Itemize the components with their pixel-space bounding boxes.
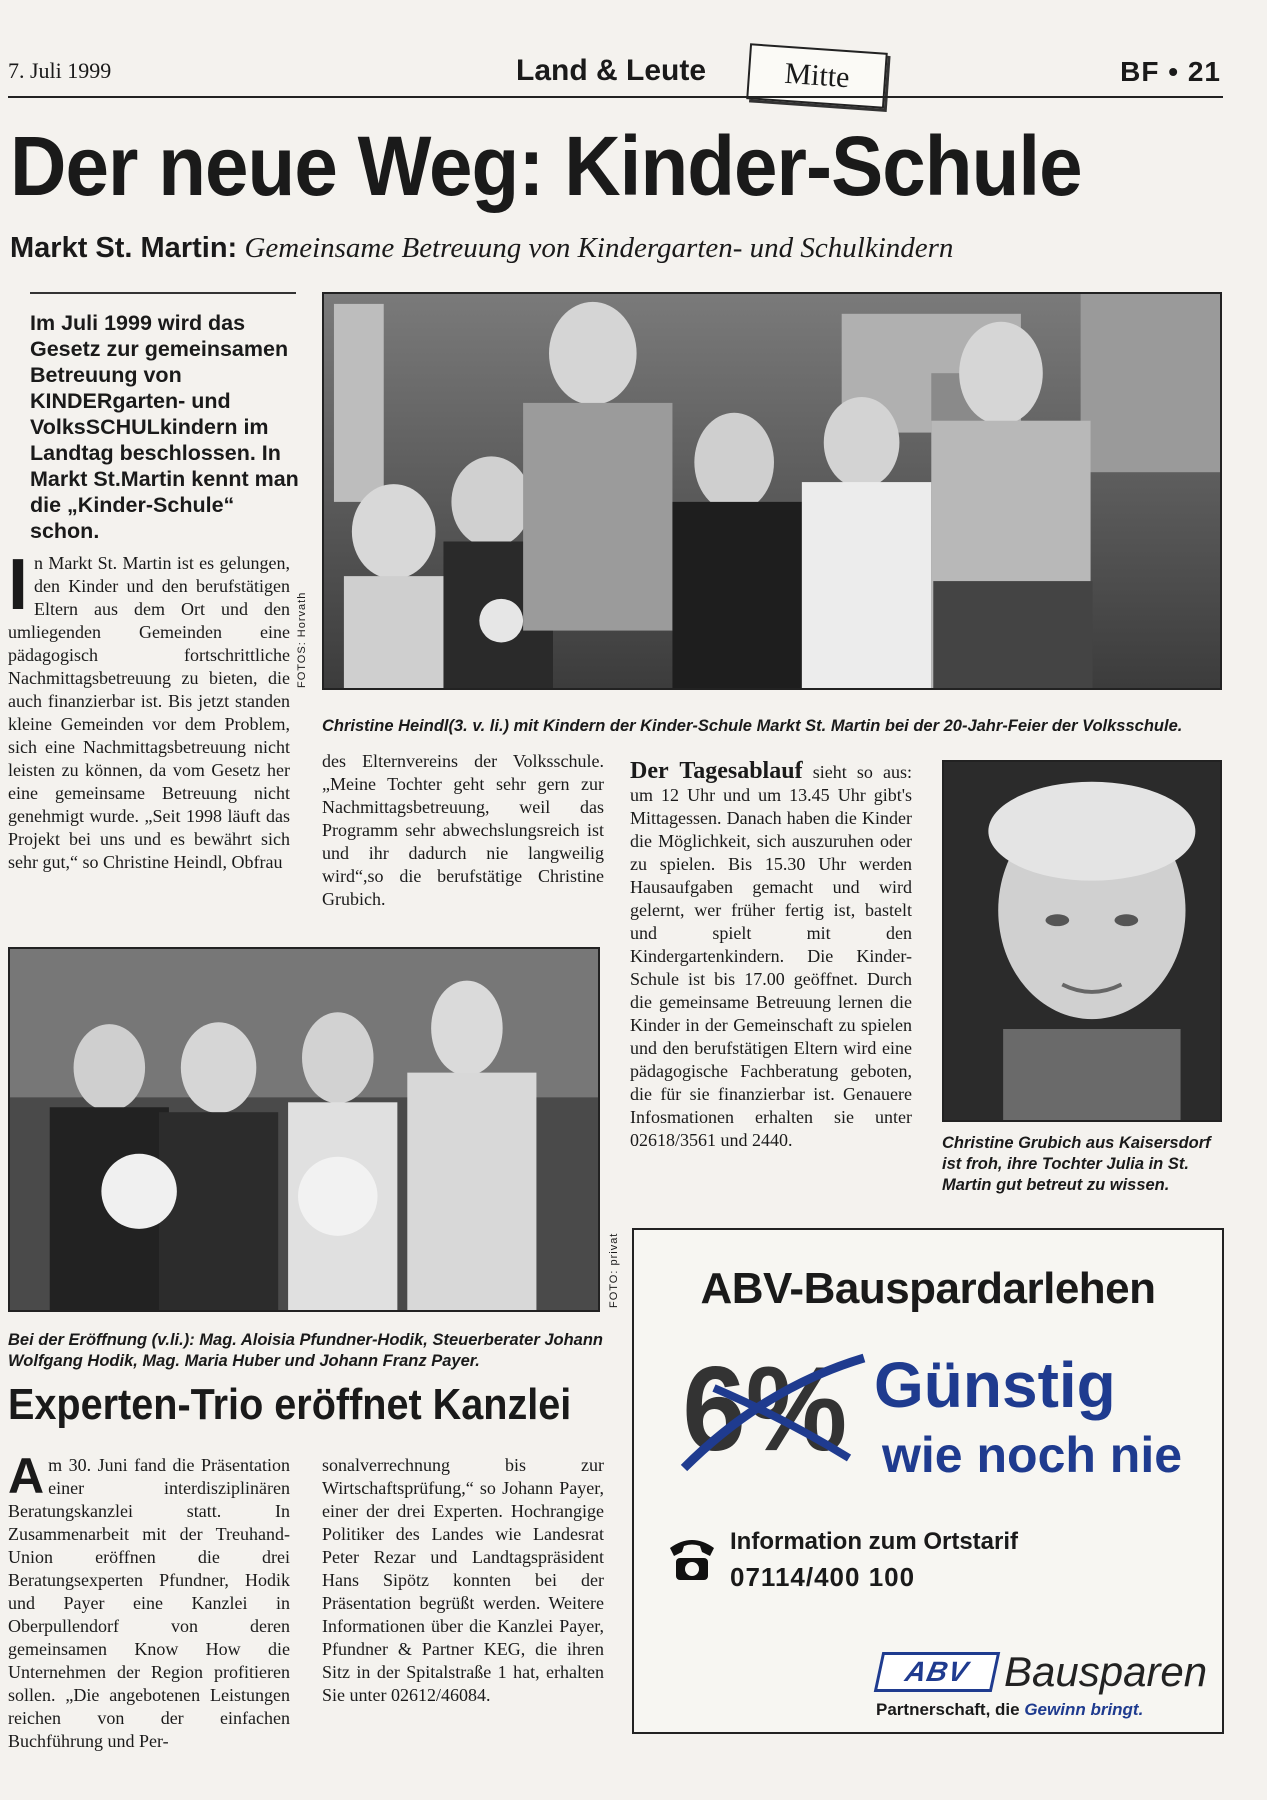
photo-credit-2: FOTO: privat [608, 1232, 620, 1308]
article1-column1 [8, 545, 290, 874]
group-photo-caption: Christine Heindl(3. v. li.) mit Kindern der Kinder-Schule Markt St. Martin bei der 20-Jahr-Feier der Volksschule. [322, 717, 1183, 735]
region-stamp: Mitte [746, 43, 888, 108]
ad-phone-number: 07114/400 100 [730, 1562, 916, 1592]
issue-date: 7. Juli 1999 [8, 58, 112, 83]
ad-slogan [876, 1700, 1143, 1720]
article2-headline: Experten-Trio eröffnet Kanzlei [8, 1380, 572, 1429]
ad-tagline-2: wie noch nie [882, 1427, 1183, 1483]
group-photo [322, 292, 1222, 690]
portrait-caption: Christine Grubich aus Kaisersdorf ist froh, ihre Tochter Julia in St. Martin gut betreut zu wissen. [942, 1134, 1211, 1194]
article1-col3-lead: Der Tagesablauf [630, 758, 803, 784]
intro-rule [30, 292, 296, 294]
article2-column2: sonalverrechnung bis zur Wirtschaftsprüfung,“ so Johann Payer, einer der drei Experten. Hochrangige Politiker des Landes wie Landesrat Peter Rezar und Landtagspräsident Hans Sipötz konnten bei der Präsentation begrüßt werden. Weitere Informationen über die Kanzlei Payer, Pfundner & Partner KEG, die ihren Sitz in der Spitalstraße 1 hat, erhalten Sie unter 02612/46084. [322, 1455, 604, 1705]
opening-photo-caption: Bei der Eröffnung (v.li.): Mag. Aloisia Pfundner-Hodik, Steuerberater Johann Wolfgang Hodik, Mag. Maria Huber und Johann Franz Payer. [8, 1331, 603, 1370]
article1-col1-text: n Markt St. Martin ist es gelungen, den Kinder und den berufstätigen Eltern aus dem Ort und den umliegenden Gemeinden eine pädagogisch fortschrittliche Nachmittagsbetreuung zu bieten, die auch finanzierbar ist. Bis jetzt standen kleine Gemeinden vor dem Problem, sich eine Nachmittagsbetreuung nicht leisten zu können, da vom Gesetz her eine gemeinsame Betreuung nicht genehmigt wurde. „Seit 1998 läuft das Projekt bei uns und es bewährt sich sehr gut,“ so Christine Heindl, Obfrau [8, 553, 290, 872]
page-number: BF • 21 [1120, 56, 1221, 87]
ad-slogan-part2: Gewinn bringt. [1024, 1700, 1144, 1719]
ad-title: ABV-Bauspardarlehen [700, 1264, 1156, 1313]
intro-teaser: Im Juli 1999 wird das Gesetz zur gemeinsamen Betreuung von KINDERgarten- und VolksSCHULkindern im Landtag beschlossen. In Markt St.Martin kennt man die „Kinder-Schule“ schon. [30, 311, 299, 543]
ad-struck-rate: 6% [682, 1342, 848, 1476]
article1-column3 [630, 760, 912, 1152]
abv-logo-word: Bausparen [1004, 1648, 1208, 1695]
article2-dropcap: A [8, 1448, 45, 1504]
subheadline [10, 232, 953, 265]
opening-photo [8, 947, 600, 1312]
main-headline: Der neue Weg: Kinder-Schule [10, 119, 1082, 213]
strike-through-icon [674, 1348, 874, 1488]
ad-tagline-1: Günstig [874, 1349, 1116, 1421]
ad-slogan-part1: Partnerschaft, die [876, 1700, 1025, 1719]
article1-dropcap: I [8, 545, 29, 625]
opening-photo-image [10, 949, 598, 1310]
portrait-photo [942, 760, 1222, 1122]
group-photo-image [324, 294, 1220, 688]
subheadline-place: Markt St. Martin: [10, 232, 238, 264]
abv-advertisement [632, 1228, 1224, 1734]
header-rule [8, 96, 1223, 98]
abv-logo: ABV [874, 1652, 1001, 1692]
ad-info: Information zum Ortstarif [730, 1528, 1019, 1555]
photo-credit-1: FOTOS: Horvath [296, 591, 308, 688]
article1-column2: des Elternvereins der Volksschule. „Meine Tochter geht sehr gern zur Nachmittagsbetreuung, weil das Programm sehr abwechslungsreich ist und ihr dadurch nie langweilig wird“,so die berufstätige Christine Grubich. [322, 751, 604, 909]
telephone-icon [664, 1530, 720, 1584]
article1-col3-text: sieht so aus: um 12 Uhr und um 13.45 Uhr gibt's Mittagessen. Danach haben die Kinder die Möglichkeit, sich auszuruhen oder zu spielen. Bis 15.30 Uhr werden Hausaufgaben gemacht und wird gelernt, wer früher fertig ist, bastelt und spielt mit den Kindergartenkindern. Die Kinder-Schule ist bis 17.00 geöffnet. Durch die gemeinsame Betreuung lernen die Kinder in der Gemeinschaft zu spielen und den berufstätigen Eltern wird eine pädagogische Fachberatung geboten, die für sie finanzierbar ist. Genauere Infosmationen erhalten sie unter 02618/3561 und 2440. [630, 762, 913, 1150]
article2-col1-text: m 30. Juni fand die Präsentation einer interdisziplinären Beratungskanzlei statt. In Zusammenarbeit mit der Treuhand-Union eröffnen die drei Beratungsexperten Pfundner, Hodik und Payer eine Kanzlei in Oberpullendorf von deren gemeinsamen Know How die Unternehmen der Region profitieren sollen. „Die angebotenen Leistungen reichen von der einfachen Buchführung und Per- [8, 1455, 290, 1751]
section-title: Land & Leute [516, 54, 707, 87]
article2-column1 [8, 1448, 290, 1753]
portrait-photo-image [944, 762, 1220, 1120]
subheadline-description: Gemeinsame Betreuung von Kindergarten- und Schulkindern [244, 232, 954, 264]
